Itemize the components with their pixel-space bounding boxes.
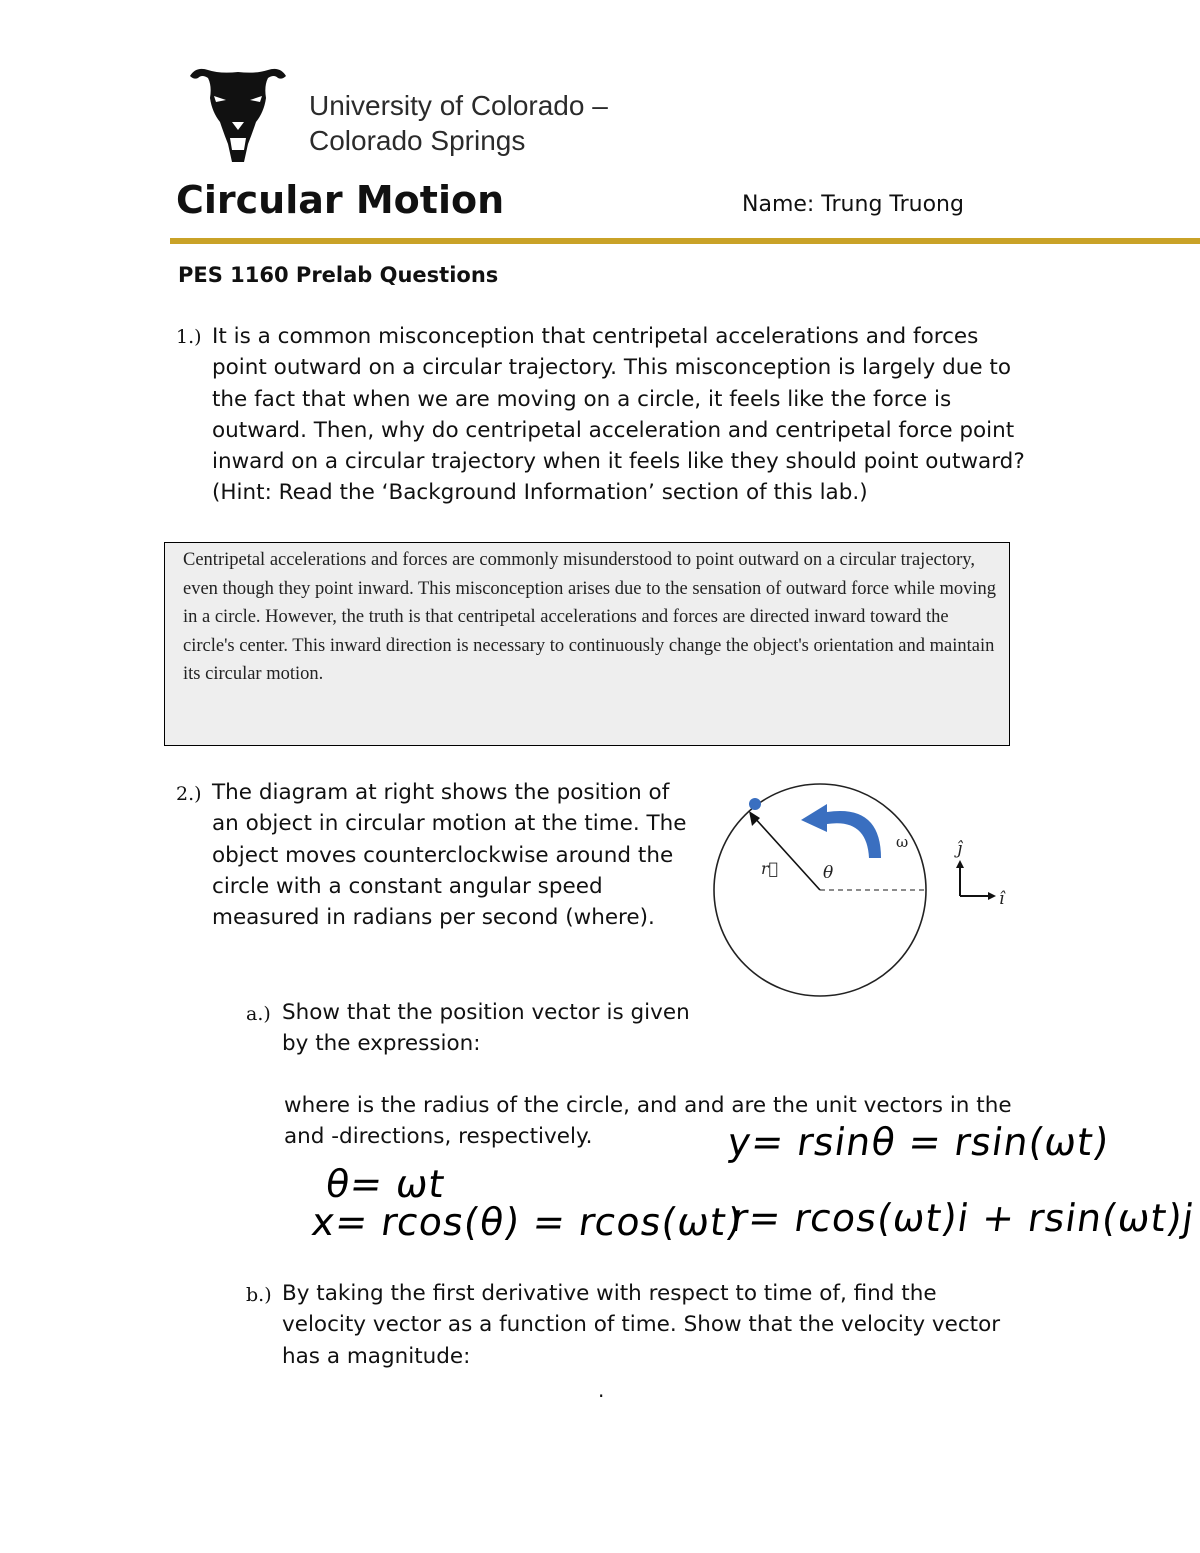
part-b-text: By taking the first derivative with respect to time of, find the velocity vector as a function of time. Show that the velocity vector has a magnitude:: [282, 1281, 1001, 1369]
part-b-number: b.): [246, 1284, 272, 1306]
part-a-number: a.): [246, 1003, 271, 1025]
handwritten-y-equation: y= rsinθ = rsin(ωt): [724, 1120, 1113, 1164]
i-arrowhead: [988, 892, 996, 900]
radius-vector-line: [753, 816, 820, 890]
university-name: [309, 88, 608, 158]
j-arrowhead: [956, 860, 964, 868]
university-line-1: University of Colorado –: [309, 90, 608, 121]
student-name: Name: Trung Truong: [742, 192, 964, 217]
omega-arrow-icon: [801, 804, 881, 858]
cougar-logo-icon: [186, 62, 290, 166]
question-2-number: 2.): [176, 783, 202, 805]
j-label: ĵ: [957, 839, 963, 859]
section-subtitle: PES 1160 Prelab Questions: [178, 263, 499, 287]
question-1-text: It is a common misconception that centripetal accelerations and forces point outward on a circular trajectory. This misconception is largely due to the fact that when we are moving on a circle, it feels like the force is outward. Then, why do centripetal acceleration and centripetal force point inward on a circular trajectory when it feels like they should point outward? (Hint: Read the ‘Background Information’ section of this lab.): [212, 324, 1025, 506]
circular-motion-diagram: [705, 778, 1035, 1003]
handwritten-x-equation: x= rcos(θ) = rcos(ωt): [308, 1200, 746, 1244]
part-a-where-text: where is the radius of the circle, and and are the unit vectors in the and -directions, respectively.: [284, 1093, 1012, 1150]
radius-arrowhead: [749, 811, 760, 826]
handwritten-r-equation: r= rcos(ωt)i + rsin(ωt)j: [728, 1196, 1198, 1240]
question-1-number: 1.): [176, 326, 202, 348]
omega-label: ω: [896, 833, 909, 851]
handwritten-theta-equation: θ= ωt: [322, 1162, 448, 1206]
theta-label: θ: [823, 863, 834, 883]
university-line-2: Colorado Springs: [309, 125, 526, 156]
question-1-answer[interactable]: Centripetal accelerations and forces are commonly misunderstood to point outward on a circular trajectory, even though they point inward. This misconception arises due to the sensation of outward force while moving in a circle. However, the truth is that centripetal accelerations and forces are directed inward toward the circle's center. This inward direction is necessary to continuously change the object's orientation and maintain its circular motion.: [164, 542, 1010, 746]
i-label: î: [999, 889, 1005, 909]
object-dot: [749, 798, 761, 810]
r-label: r⃗: [761, 859, 779, 878]
trailing-period: .: [598, 1378, 605, 1402]
header-rule: [170, 238, 1200, 244]
page-title: Circular Motion: [176, 178, 505, 222]
part-a-text: Show that the position vector is given by the expression:: [282, 1000, 690, 1057]
question-2-text: The diagram at right shows the position of an object in circular motion at the time. The object moves counterclockwise around the circle with a constant angular speed measured in radians per second (where).: [212, 780, 687, 931]
